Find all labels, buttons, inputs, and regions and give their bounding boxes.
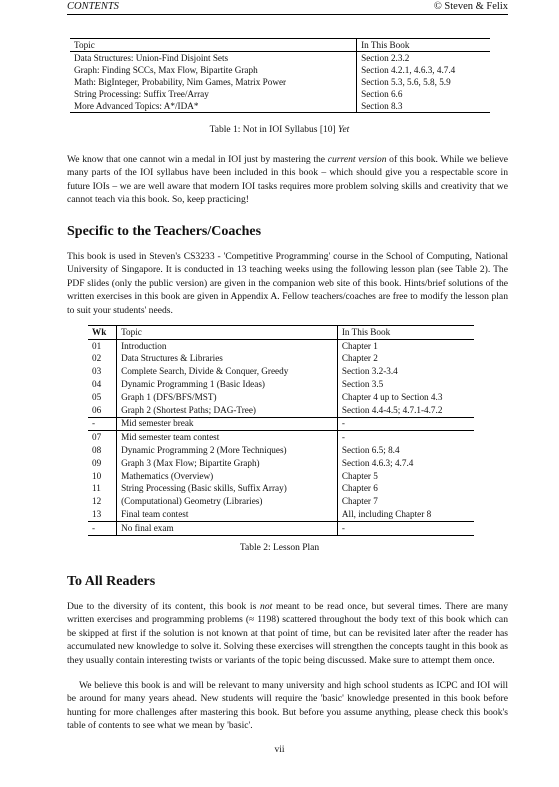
paragraph-readers-1 <box>67 600 508 667</box>
lesson-plan-body <box>88 339 474 535</box>
table-cell: 03 <box>92 366 102 377</box>
table-cell: Section 5.3, 5.6, 5.8, 5.9 <box>357 76 490 88</box>
table-row <box>88 521 474 535</box>
table-cell: - <box>337 521 474 535</box>
table-cell: Chapter 6 <box>337 483 474 496</box>
table-cell: Final team contest <box>117 508 338 521</box>
table-cell: Section 6.5; 8.4 <box>337 444 474 457</box>
table-cell: Chapter 5 <box>337 470 474 483</box>
table-cell: Graph 2 (Shortest Paths; DAG-Tree) <box>117 404 338 417</box>
table-cell: Dynamic Programming 1 (Basic Ideas) <box>117 378 338 391</box>
text-run: We know that one cannot win a medal in IOI just by mastering the <box>67 154 328 165</box>
caption-italic: Yet <box>338 125 350 135</box>
table-cell: All, including Chapter 8 <box>337 508 474 521</box>
table-row <box>88 483 474 496</box>
text-run: Due to the diversity of its content, this book is <box>67 601 261 612</box>
table-cell: No final exam <box>117 521 338 535</box>
header-chapter: CONTENTS <box>67 1 119 12</box>
table-row <box>88 444 474 457</box>
table-row <box>88 353 474 366</box>
table-row <box>88 417 474 431</box>
table-cell: Complete Search, Divide & Conquer, Greedy <box>117 365 338 378</box>
table-cell: String Processing: Suffix Tree/Array <box>74 88 209 99</box>
table-cell: Graph 3 (Max Flow; Bipartite Graph) <box>117 457 338 470</box>
section-title-readers: To All Readers <box>67 574 156 589</box>
table-cell: Graph: Finding SCCs, Max Flow, Bipartite Graph <box>74 64 258 75</box>
table-row <box>88 378 474 391</box>
table-header-cell: Topic <box>117 326 338 340</box>
table-row <box>88 470 474 483</box>
table-cell: Data Structures: Union-Find Disjoint Sets <box>74 52 229 63</box>
page-header <box>67 1 508 15</box>
table-cell: 05 <box>92 391 102 402</box>
header-authors: © Steven & Felix <box>433 1 508 12</box>
table-header-row <box>88 326 474 340</box>
table-cell: Mid semester break <box>117 417 338 431</box>
table-cell: Section 6.6 <box>357 88 490 100</box>
table-row <box>88 508 474 521</box>
text-emphasis: not <box>260 601 273 612</box>
table-cell: - <box>337 417 474 431</box>
paragraph-readers-2: We believe this book is and will be relevant to many university and high school students as ICPC and IOI will be around for many years ahead. New students will require the 'basic' knowledge presented in this book before hunting for more challenges after mastering this book. But before you assume anything, please check this book's table of contents to see what we mean by 'basic'. <box>67 680 508 732</box>
lesson-plan-table <box>88 325 474 536</box>
table-cell: 01 <box>92 340 102 351</box>
table-cell: Graph 1 (DFS/BFS/MST) <box>117 391 338 404</box>
table-cell: - <box>88 521 117 535</box>
table-cell: Section 3.5 <box>337 378 474 391</box>
table-row <box>88 495 474 508</box>
table-header-cell: Topic <box>70 39 357 52</box>
table-header-cell: In This Book <box>357 39 490 52</box>
table-row <box>88 431 474 444</box>
page-number: vii <box>274 745 285 755</box>
table-cell: 07 <box>88 431 117 444</box>
table-row <box>70 88 490 100</box>
table-cell: Chapter 2 <box>337 353 474 366</box>
table-header-cell: In This Book <box>337 326 474 340</box>
table-cell: Mathematics (Overview) <box>117 470 338 483</box>
table-row <box>70 64 490 76</box>
table-cell: More Advanced Topics: A*/IDA* <box>74 100 199 111</box>
table-cell: Section 4.2.1, 4.6.3, 4.7.4 <box>357 64 490 76</box>
table-cell: - <box>337 431 474 444</box>
table-cell: Section 3.2-3.4 <box>337 365 474 378</box>
table-cell: 06 <box>92 404 102 415</box>
text-run: meant to be read once, but several times. There are many written exercises and programming problems (≈ 1198) scattered throughout the body text of this book which can be skipped at first if the solution is not known at that point of time, but can be revisited later after the reader has accumulated new knowledge to solve it. Solving these exercises will strengthen the concepts taught in this book as they usually contain interesting twists or variants of the topic being discussed. Make sure to attempt them once. <box>67 601 508 666</box>
table-cell: (Computational) Geometry (Libraries) <box>117 495 338 508</box>
table-cell: 02 <box>92 353 102 364</box>
caption-text: Table 1: Not in IOI Syllabus [10] <box>209 125 336 135</box>
text-emphasis: current version <box>327 154 387 165</box>
header-rule <box>67 14 508 15</box>
table-cell: - <box>88 417 117 431</box>
table-row <box>88 457 474 470</box>
table2-caption: Table 2: Lesson Plan <box>239 543 320 553</box>
table-cell: 09 <box>92 457 102 468</box>
table-cell: 11 <box>92 483 101 494</box>
table-cell: Chapter 7 <box>337 495 474 508</box>
ioi-syllabus-table <box>70 38 490 113</box>
table-row <box>70 76 490 88</box>
table-cell: 12 <box>92 496 102 507</box>
table-cell: String Processing (Basic skills, Suffix Array) <box>117 483 338 496</box>
table-cell: Section 2.3.2 <box>357 52 490 65</box>
table-cell: 04 <box>92 379 102 390</box>
table-row <box>70 52 490 65</box>
table-cell: Section 4.6.3; 4.7.4 <box>337 457 474 470</box>
table-cell: Chapter 4 up to Section 4.3 <box>337 391 474 404</box>
table-cell: Math: BigInteger, Probability, Nim Games, Matrix Power <box>74 76 287 87</box>
table-cell: 10 <box>92 470 102 481</box>
table-row <box>88 391 474 404</box>
table-header-row <box>70 39 490 52</box>
table1-caption <box>0 125 559 135</box>
table-cell: Dynamic Programming 2 (More Techniques) <box>117 444 338 457</box>
text-run: of this book. While we believe many parts of the IOI syllabus have been included in this book – which should give you a respectable score in future IOIs – we are well aware that modern IOI tasks requires more problem solving skills and creativity that we cannot teach via this book. So, keep practicing! <box>67 154 509 206</box>
section-title-teachers: Specific to the Teachers/Coaches <box>67 224 262 239</box>
table-cell: Data Structures & Libraries <box>117 353 338 366</box>
table-cell: 13 <box>92 509 102 520</box>
table-cell: Introduction <box>117 339 338 352</box>
table-cell: Section 8.3 <box>357 100 490 113</box>
table-row <box>70 100 490 113</box>
paragraph-ioi <box>67 153 508 207</box>
table-row <box>88 365 474 378</box>
table-cell: 08 <box>92 445 102 456</box>
table-cell: Section 4.4-4.5; 4.7.1-4.7.2 <box>337 404 474 417</box>
table-row <box>88 404 474 417</box>
table-row <box>88 339 474 352</box>
table-header-cell: Wk <box>88 326 117 340</box>
table-cell: Chapter 1 <box>337 339 474 352</box>
table-cell: Mid semester team contest <box>117 431 338 444</box>
paragraph-teachers: This book is used in Steven's CS3233 - 'Competitive Programming' course in the School of Computing, National University of Singapore. It is conducted in 13 teaching weeks using the following lesson plan (see Table 2). The PDF slides (only the public version) are given in the companion web site of this book. Hints/brief solutions of the written exercises in this book are given in Appendix A. Fellow teachers/coaches are free to modify the lesson plan to suit your students' needs. <box>67 251 508 316</box>
